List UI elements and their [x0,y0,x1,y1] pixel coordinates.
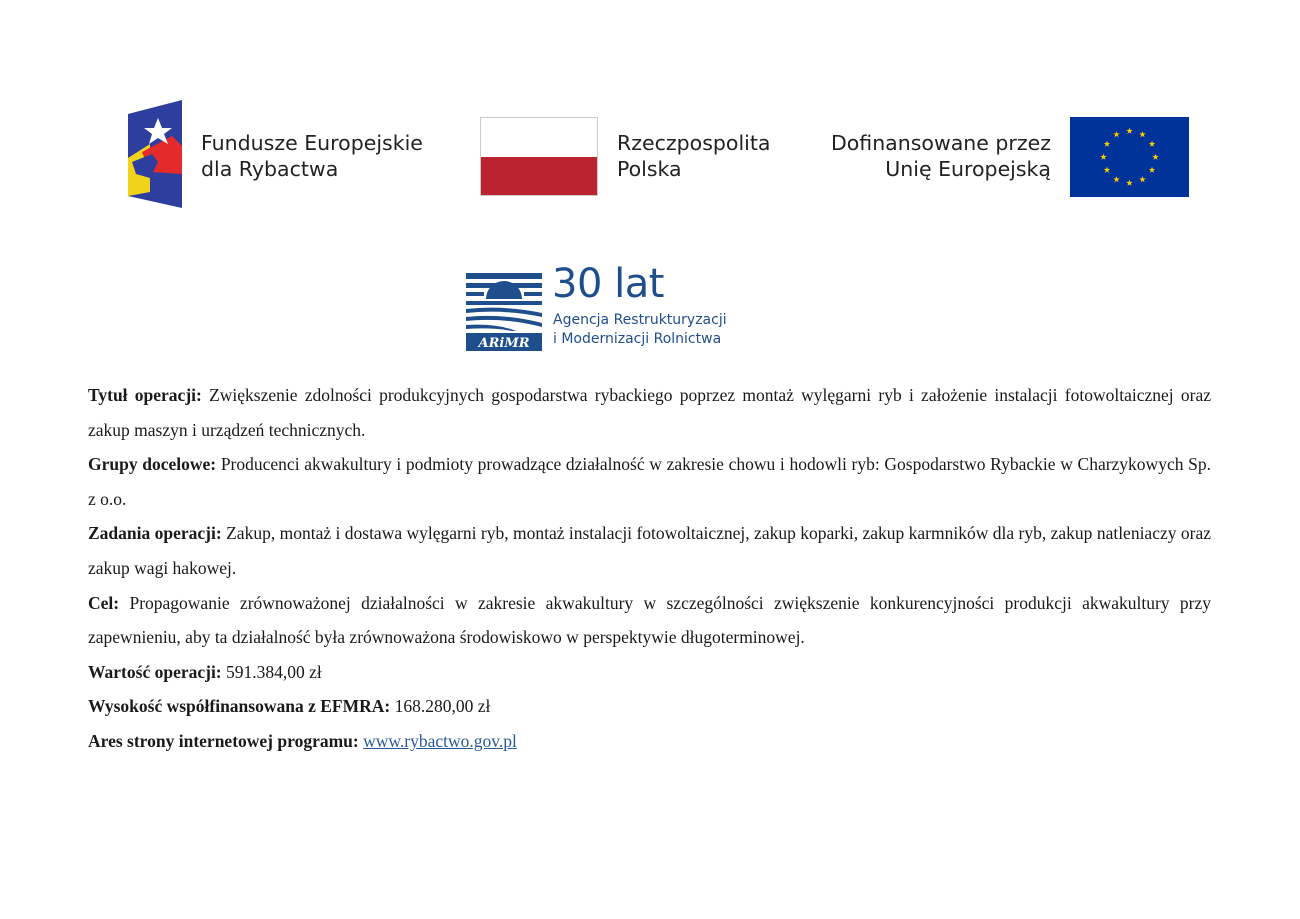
eu-line-1: Dofinansowane przez [830,131,1051,155]
fundusze-europejskie-label [201,130,423,182]
operation-tasks [88,516,1211,585]
operation-goal [88,586,1211,655]
program-website [88,724,1211,759]
rzeczpospolita-label [617,130,770,182]
pl-line-1: Rzeczpospolita [617,131,771,155]
arimr-emblem [466,265,542,351]
operation-tasks-value: Zakup, montaż i dostawa wylęgarni ryb, montaż instalacji fotowoltaicznej, zakup koparki, zakup karmników dla ryb, zakup natleniaczy oraz zakup wagi hakowej. [88,523,1211,578]
arimr-agency-name [553,311,727,349]
eu-line-2: Unię Europejską [885,157,1051,181]
cofinancing-amount: 168.280,00 zł [394,696,491,717]
operation-goal-value: Propagowanie zrównoważonej działalności w zakresie akwakultury w szczególności zwiększenie konkurencyjności produkcji akwakultury przy zapewnieniu, aby ta działalność była zrównoważona środowiskowo w perspektywie długoterminowej. [88,592,1211,648]
logo-bar [0,0,1300,351]
polish-flag-red [481,157,597,196]
arimr-years: 30 lat [552,261,664,307]
program-website-link[interactable]: www.rybactwo.gov.pl [363,730,517,751]
operation-title-value: Zwiększenie zdolności produkcyjnych gospodarstwa rybackiego poprzez montaż wylęgarni ryb i założenie instalacji fotowoltaicznej oraz zakup maszyn i urządzeń technicznych. [88,385,1211,440]
cofinancing-label: Wysokość współfinansowana z EFMRA: [88,696,391,717]
cofinancing [88,689,1211,724]
operation-value-label: Wartość operacji: [88,661,222,682]
arimr-line-1: Agencja Restrukturyzacji [553,312,727,328]
operation-title [88,378,1211,447]
target-groups [88,447,1211,516]
target-groups-label: Grupy docelowe: [88,454,217,475]
arimr-line-2: i Modernizacji Rolnictwa [553,331,722,347]
polish-flag [480,117,598,196]
program-website-label: Ares strony internetowej programu: [88,730,359,751]
target-groups-value: Producenci akwakultury i podmioty prowadzące działalność w zakresie chowu i hodowli ryb: Gospodarstwo Rybackie w Charzykowych Sp. z o.o. [88,454,1211,509]
operation-tasks-label: Zadania operacji: [88,523,222,544]
pl-line-2: Polska [617,157,682,181]
eu-cofinance-label [831,130,1051,182]
operation-value [88,655,1211,690]
arimr-abbr: ARiMR [478,336,530,351]
operation-goal-label: Cel: [88,592,120,613]
operation-info [88,378,1211,759]
fe-line-1: Fundusze Europejskie [201,131,423,155]
eu-flag [1070,117,1189,197]
polish-flag-white [481,118,597,157]
fe-line-2: dla Rybactwa [201,157,339,181]
operation-title-label: Tytuł operacji: [88,385,202,405]
fundusze-europejskie-logo [128,100,184,208]
operation-value-amount: 591.384,00 zł [226,661,322,682]
